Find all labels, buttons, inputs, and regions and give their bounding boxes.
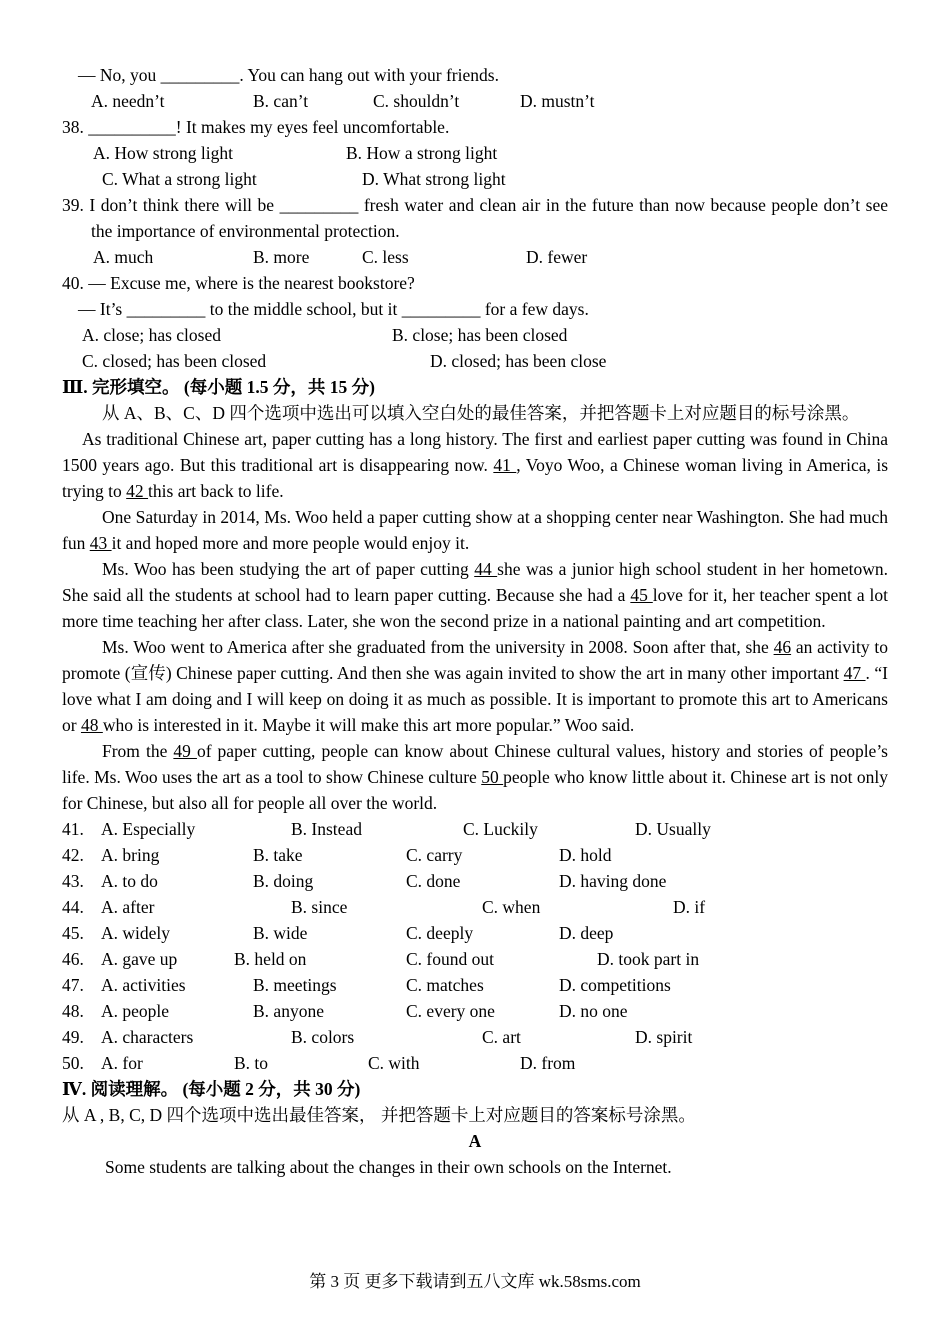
options-50	[62, 1050, 888, 1076]
option-b: B. to	[234, 1053, 269, 1073]
q40-stem1: 40. — Excuse me, where is the nearest bookstore?	[62, 273, 415, 293]
options-42	[62, 842, 888, 868]
q39-option-b: B. more	[253, 247, 310, 267]
q38-option-c: C. What a strong light	[102, 169, 257, 189]
q37-option-c: C. shouldn’t	[373, 91, 460, 111]
option-d: D. if	[673, 897, 706, 917]
option-b: B. take	[253, 845, 303, 865]
q37-options	[62, 88, 888, 114]
blank-46: 46	[773, 637, 792, 657]
passage-text: Ms. Woo has been studying the art of paper cutting	[102, 559, 469, 579]
option-b: B. Instead	[291, 819, 362, 839]
blank-48: 48	[80, 715, 103, 735]
option-c: C. done	[406, 871, 461, 891]
option-a: A. widely	[101, 923, 171, 943]
options-49	[62, 1024, 888, 1050]
q40-stem2: — It’s _________ to the middle school, but it _________ for a few days.	[78, 299, 589, 319]
passage-paragraph-3	[62, 556, 888, 634]
blank-49: 49	[173, 741, 197, 761]
q38-option-a: A. How strong light	[93, 143, 233, 163]
option-a: A. characters	[101, 1027, 194, 1047]
q39-option-c: C. less	[362, 247, 409, 267]
section4-instruction: 从 A , B, C, D 四个选项中选出最佳答案， 并把答题卡上对应题目的答案标号涂黑。	[62, 1105, 696, 1125]
q37-option-a: A. needn’t	[91, 91, 165, 111]
q40-options-row1	[62, 322, 888, 348]
passage-paragraph-1	[62, 426, 888, 504]
q39-options	[62, 244, 888, 270]
option-d: D. hold	[559, 845, 612, 865]
blank-41: 41	[493, 455, 517, 475]
q40-options-row2	[62, 348, 888, 374]
q39-option-a: A. much	[93, 247, 154, 267]
options-43	[62, 868, 888, 894]
q37-option-d: D. mustn’t	[520, 91, 595, 111]
passage-text: From the	[102, 741, 168, 761]
option-b: B. meetings	[253, 975, 337, 995]
passage-text: people who know little about it. Chinese art is not only for Chinese, but also all for people all over the world.	[62, 767, 889, 813]
blank-50: 50	[481, 767, 504, 787]
options-44	[62, 894, 888, 920]
q40-option-a: A. close; has closed	[82, 325, 221, 345]
question-number: 47.	[62, 975, 84, 995]
option-c: C. with	[368, 1053, 420, 1073]
options-48	[62, 998, 888, 1024]
passage-text: who is interested in it. Maybe it will make this art more popular.” Woo said.	[102, 715, 635, 735]
q39-stem: 39. I don’t think there will be _________ fresh water and clean air in the future than now because people don’t see the importance of environmental protection.	[62, 195, 888, 241]
question-number: 44.	[62, 897, 84, 917]
option-a: A. gave up	[101, 949, 178, 969]
option-b: B. since	[291, 897, 348, 917]
passage-text: she was a junior high school student in her hometown. She said all the students at school had to learn paper cutting. Because she had a	[62, 559, 889, 605]
option-c: C. matches	[406, 975, 484, 995]
passage-text: Ms. Woo went to America after she graduated from the university in 2008. Soon after that, she	[102, 637, 769, 657]
question-number: 49.	[62, 1027, 84, 1047]
passage-paragraph-2	[62, 504, 888, 556]
options-45	[62, 920, 888, 946]
option-c: C. art	[482, 1027, 521, 1047]
passage-text: . “I love what I am doing and I will keep on doing it as much as possible. It is important to promote this art to Americans or	[62, 663, 888, 735]
passage-paragraph-5	[62, 738, 888, 816]
option-a: A. bring	[101, 845, 160, 865]
question-number: 43.	[62, 871, 84, 891]
q37-option-b: B. can’t	[253, 91, 309, 111]
blank-42: 42	[126, 481, 149, 501]
option-c: C. carry	[406, 845, 463, 865]
option-d: D. competitions	[559, 975, 671, 995]
option-d: D. no one	[559, 1001, 628, 1021]
option-a: A. for	[101, 1053, 143, 1073]
q37-stem: — No, you _________. You can hang out with your friends.	[78, 65, 499, 85]
option-b: B. colors	[291, 1027, 355, 1047]
passage-text: of paper cutting, people can know about Chinese cultural values, history and stories of people’s life. Ms. Woo uses the art as a tool to show Chinese culture	[62, 741, 888, 787]
blank-44: 44	[474, 559, 498, 579]
q38-stem: 38. __________! It makes my eyes feel uncomfortable.	[62, 117, 450, 137]
q40-option-c: C. closed; has been closed	[82, 351, 267, 371]
option-c: C. found out	[406, 949, 494, 969]
option-d: D. deep	[559, 923, 614, 943]
passage-paragraph-4	[62, 634, 888, 738]
reading-intro: Some students are talking about the changes in their own schools on the Internet.	[105, 1157, 672, 1177]
question-number: 45.	[62, 923, 84, 943]
reading-part-label: A	[468, 1131, 482, 1151]
section4-title: Ⅳ. 阅读理解。 (每小题 2 分，共 30 分)	[62, 1079, 361, 1099]
option-a: A. people	[101, 1001, 170, 1021]
blank-45: 45	[630, 585, 653, 605]
q38-option-d: D. What strong light	[362, 169, 506, 189]
q38-option-b: B. How a strong light	[346, 143, 498, 163]
q38-options-row2	[62, 166, 888, 192]
option-a: A. after	[101, 897, 155, 917]
q40-option-d: D. closed; has been close	[430, 351, 607, 371]
option-b: B. doing	[253, 871, 314, 891]
option-d: D. having done	[559, 871, 667, 891]
exam-page	[62, 62, 888, 1180]
option-c: C. when	[482, 897, 541, 917]
question-number: 41.	[62, 819, 84, 839]
passage-text: One Saturday in 2014, Ms. Woo held a paper cutting show at a shopping center near Washington. She had much fun	[62, 507, 888, 553]
option-d: D. spirit	[635, 1027, 693, 1047]
section3-title: Ⅲ. 完形填空。 (每小题 1.5 分，共 15 分)	[62, 377, 375, 397]
option-d: D. took part in	[597, 949, 700, 969]
option-a: A. activities	[101, 975, 186, 995]
options-46	[62, 946, 888, 972]
option-b: B. held on	[234, 949, 307, 969]
q39-option-d: D. fewer	[526, 247, 588, 267]
passage-text: , Voyo Woo, a Chinese woman living in America, is trying to	[62, 455, 888, 501]
blank-47: 47	[843, 663, 866, 683]
option-c: C. Luckily	[463, 819, 538, 839]
q40-option-b: B. close; has been closed	[392, 325, 568, 345]
option-a: A. to do	[101, 871, 158, 891]
page-footer: 第 3 页 更多下载请到五八文库 wk.58sms.com	[309, 1272, 641, 1291]
question-number: 42.	[62, 845, 84, 865]
option-b: B. anyone	[253, 1001, 324, 1021]
options-47	[62, 972, 888, 998]
section3-instruction: 从 A、B、C、D 四个选项中选出可以填入空白处的最佳答案，并把答题卡上对应题目的标号涂黑。	[102, 403, 860, 423]
question-number: 48.	[62, 1001, 84, 1021]
passage-text: it and hoped more and more people would enjoy it.	[111, 533, 470, 553]
passage-text: love for it, her teacher spent a lot more time teaching her after class. Later, she won the second prize in a national painting and art competition.	[62, 585, 889, 631]
passage-text: an activity to promote (宣传) Chinese paper cutting. And then she was again invited to show the art in many other important	[62, 637, 888, 683]
option-a: A. Especially	[101, 819, 196, 839]
question-number: 50.	[62, 1053, 84, 1073]
options-41	[62, 816, 888, 842]
passage-text: As traditional Chinese art, paper cutting has a long history. The first and earliest paper cutting was found in China 1500 years ago. But this traditional art is disappearing now.	[62, 429, 888, 475]
option-c: C. every one	[406, 1001, 495, 1021]
option-c: C. deeply	[406, 923, 474, 943]
question-number: 46.	[62, 949, 84, 969]
passage-text: this art back to life.	[148, 481, 284, 501]
blank-43: 43	[89, 533, 112, 553]
option-d: D. Usually	[635, 819, 711, 839]
q38-options-row1	[62, 140, 888, 166]
option-b: B. wide	[253, 923, 308, 943]
option-d: D. from	[520, 1053, 576, 1073]
